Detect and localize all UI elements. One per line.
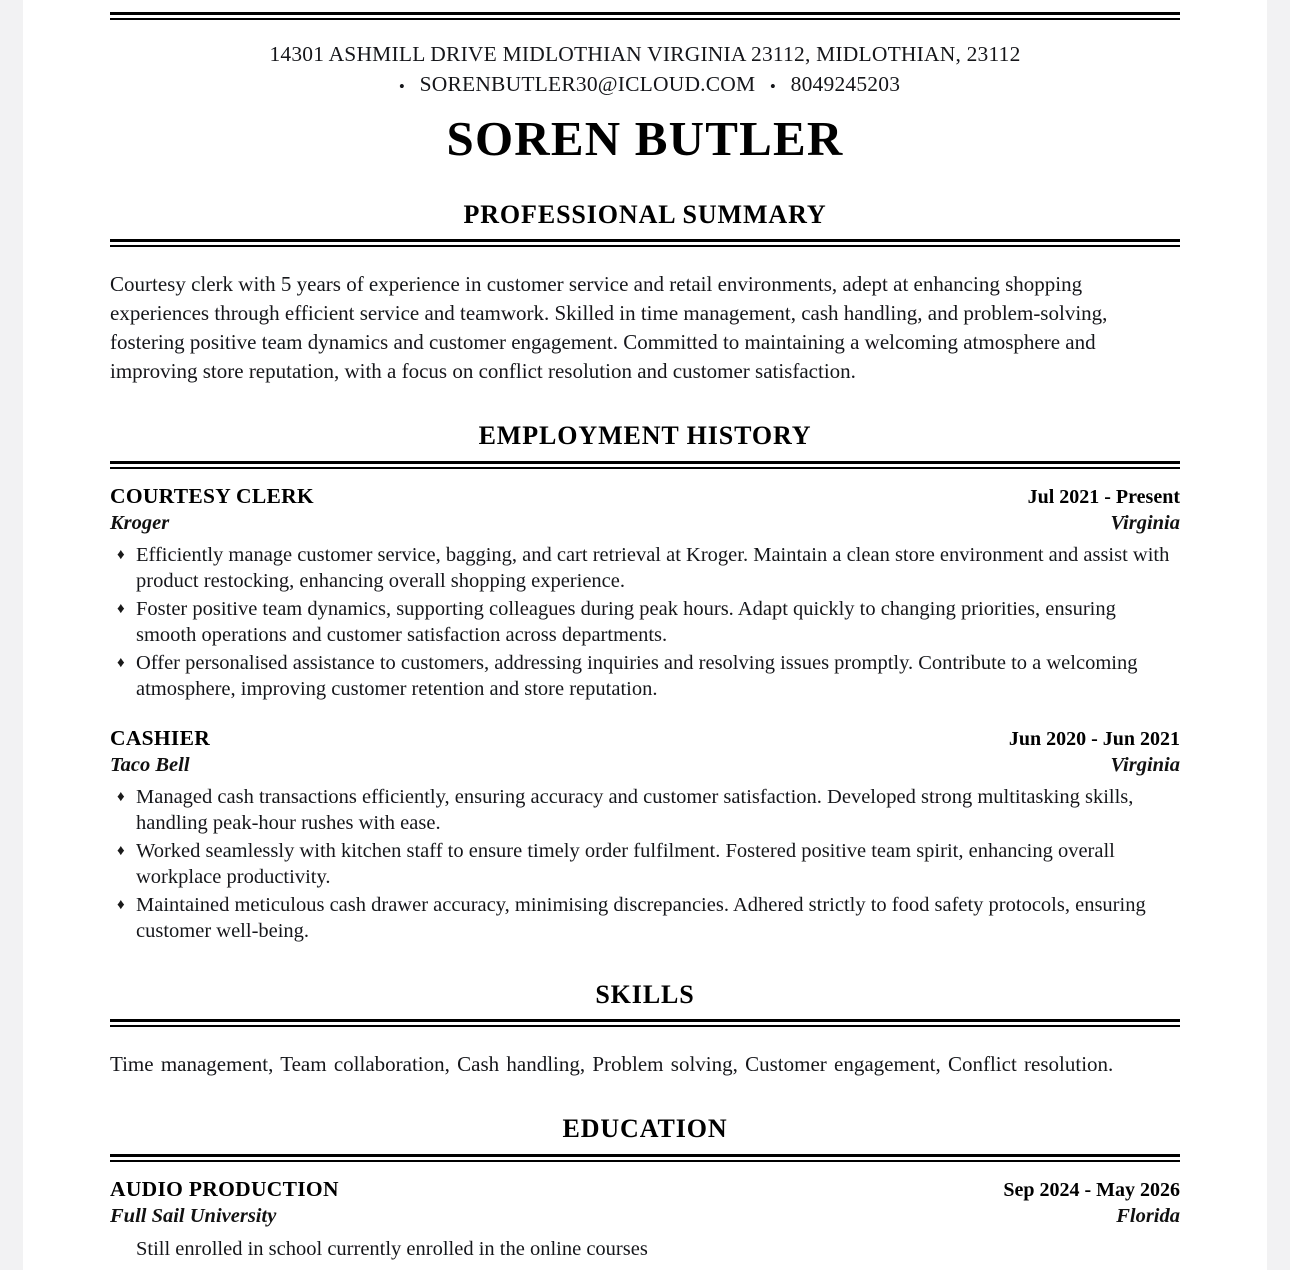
employment-entry-org-row [110,510,1180,537]
employment-entry [110,483,1180,703]
employment-entry [110,725,1180,945]
skills-list-text: Time management, Team collaboration, Cash handling, Problem solving, Customer engagement, Conflict resolution. [110,1052,1114,1077]
resume-page [23,0,1267,1270]
list-item-text: Managed cash transactions efficiently, ensuring accuracy and customer satisfaction. Developed strong multitasking skills, handling peak-hour rushes with ease. [136,785,1134,835]
section-heading-wrap [110,201,1180,230]
contact-email[interactable]: SORENBUTLER30@ICLOUD.COM [419,72,756,96]
section-heading-wrap [110,422,1180,451]
section-title-employment: EMPLOYMENT HISTORY [478,421,812,451]
diamond-bullet-icon: ♦ [117,546,125,563]
section-rule-employment [110,461,1180,471]
employment-entry-org-row [110,752,1180,779]
contact-block [110,39,1180,102]
list-item [110,596,1180,649]
resume-content [110,0,1180,1263]
school-name: Full Sail University [110,1204,277,1227]
section-heading-wrap [110,981,1180,1010]
bullet-separator-icon [399,70,405,102]
diamond-bullet-icon: ♦ [117,654,125,671]
candidate-name: SOREN BUTLER [446,111,844,167]
list-item [110,892,1180,945]
job-employer: Taco Bell [110,753,190,776]
contact-address: 14301 ASHMILL DRIVE MIDLOTHIAN VIRGINIA 23112, MIDLOTHIAN, 23112 [269,42,1021,66]
contact-phone[interactable]: 8049245203 [790,72,901,96]
diamond-bullet-icon: ♦ [117,600,125,617]
diamond-bullet-icon: ♦ [117,842,125,859]
list-item-text: Offer personalised assistance to customers, addressing inquiries and resolving issues promptly. Contribute to a welcoming atmosphere, improving customer retention and store reputation. [136,651,1138,701]
section-rule-summary [110,239,1180,249]
employment-entry-title-row [110,725,1180,752]
list-item-text: Foster positive team dynamics, supporting colleagues during peak hours. Adapt quickly to changing priorities, ensuring smooth operations and customer satisfaction across departments. [136,597,1116,647]
section-heading-wrap [110,1115,1180,1144]
job-title: COURTESY CLERK [110,483,314,508]
school-location: Florida [1116,1204,1180,1227]
education-entry-title-row [110,1176,1180,1203]
section-professional-summary [110,201,1180,387]
section-rule-skills [110,1019,1180,1029]
employment-entry-title-row [110,483,1180,510]
job-bullet-list [110,542,1180,703]
section-employment-history [110,422,1180,945]
job-location: Virginia [1110,753,1180,776]
education-entry [110,1176,1180,1263]
job-bullet-list [110,784,1180,945]
education-description: Still enrolled in school currently enrolled in the online courses [136,1237,648,1260]
diamond-bullet-icon: ♦ [117,896,125,913]
list-item [110,542,1180,595]
section-skills [110,981,1180,1080]
job-location: Virginia [1110,511,1180,534]
section-rule-education [110,1154,1180,1164]
job-dates: Jun 2020 - Jun 2021 [1008,727,1180,750]
job-employer: Kroger [110,511,170,534]
list-item-text: Maintained meticulous cash drawer accuracy, minimising discrepancies. Adhered strictly to food safety protocols, ensuring customer well-being. [136,893,1146,943]
bullet-separator-icon [770,70,776,102]
degree-dates: Sep 2024 - May 2026 [1003,1178,1180,1201]
list-item [110,784,1180,837]
diamond-bullet-icon: ♦ [117,788,125,805]
section-title-education: EDUCATION [562,1114,728,1144]
header-top-rule [110,12,1180,22]
job-dates: Jul 2021 - Present [1027,485,1180,508]
list-item [110,650,1180,703]
summary-paragraph: Courtesy clerk with 5 years of experience in customer service and retail environments, adept at enhancing shopping experiences through efficient service and teamwork. Skilled in time management, cash handling, and problem-solving, fostering positive team dynamics and customer engagement. Committed to maintaining a welcoming atmosphere and improving store reputation, with a focus on conflict resolution and customer satisfaction. [110,272,1108,384]
degree-title: AUDIO PRODUCTION [110,1176,339,1201]
contact-email-phone-line [110,69,1180,102]
section-education [110,1115,1180,1263]
section-title-skills: SKILLS [595,979,695,1009]
education-entry-org-row [110,1203,1180,1230]
list-item-text: Efficiently manage customer service, bagging, and cart retrieval at Kroger. Maintain a clean store environment and assist with product restocking, enhancing overall shopping experience. [136,543,1170,593]
section-title-summary: PROFESSIONAL SUMMARY [463,199,827,229]
list-item [110,838,1180,891]
job-title: CASHIER [110,725,211,750]
list-item-text: Worked seamlessly with kitchen staff to ensure timely order fulfilment. Fostered positive team spirit, enhancing overall workplace productivity. [136,839,1115,889]
